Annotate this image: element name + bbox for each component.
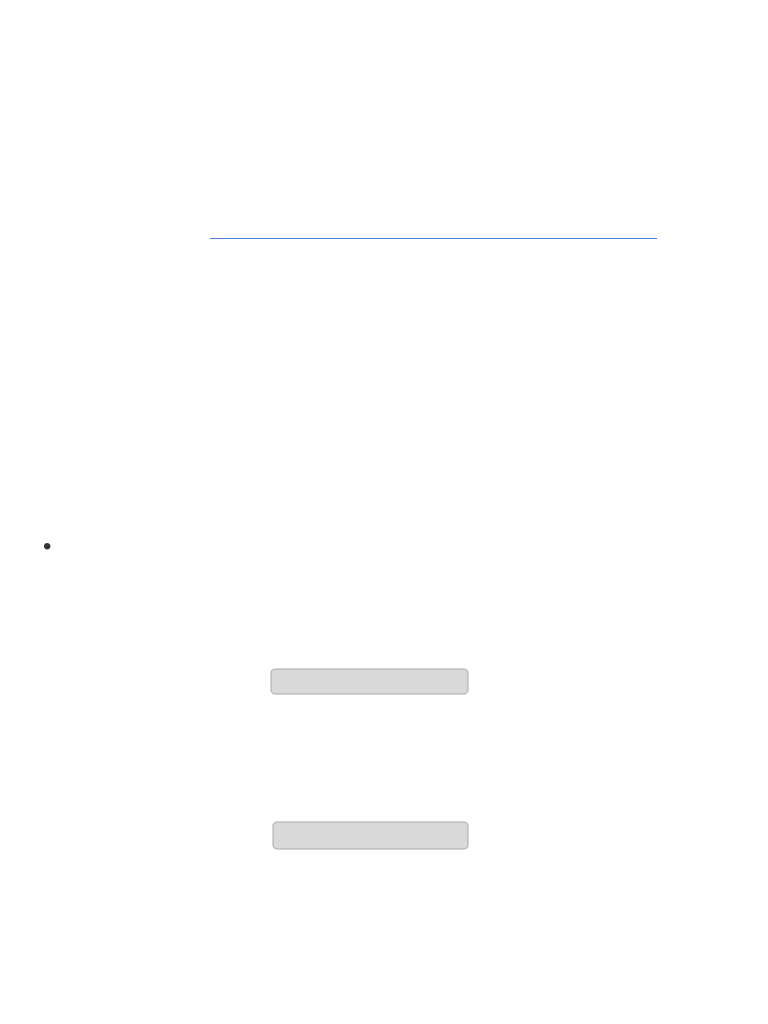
original-problem-bar [271, 669, 468, 694]
merge-box [273, 822, 468, 849]
bullet-marker: • [43, 533, 52, 560]
title-underline [210, 238, 657, 239]
divide-conquer-diagram [208, 664, 558, 856]
